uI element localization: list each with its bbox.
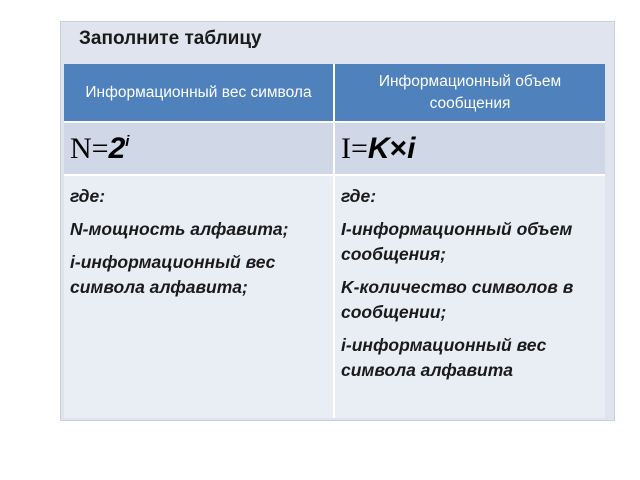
formula-left-exponent: i bbox=[125, 132, 130, 150]
right-desc-where: где: bbox=[341, 186, 377, 206]
description-symbol-weight bbox=[64, 175, 334, 418]
header-message-volume: Информационный объем сообщения bbox=[334, 64, 605, 122]
formula-right-op: × bbox=[389, 131, 408, 165]
formula-message-volume bbox=[334, 122, 605, 175]
left-desc-i: i-информационный вес символа алфавита; bbox=[70, 252, 276, 297]
formula-symbol-weight bbox=[64, 122, 334, 175]
left-desc-n: N-мощность алфавита; bbox=[70, 219, 289, 239]
header-symbol-weight: Информационный вес символа bbox=[64, 64, 334, 122]
left-desc-where: где: bbox=[70, 186, 106, 206]
info-table bbox=[64, 64, 605, 418]
formula-right-k: K bbox=[367, 131, 390, 165]
slide-title: Заполните таблицу bbox=[79, 28, 262, 49]
formula-right-lhs: I= bbox=[341, 131, 368, 165]
description-message-volume bbox=[334, 175, 605, 418]
right-desc-i-weight: i-информационный вес символа алфавита bbox=[341, 335, 547, 380]
formula-left-base: 2 bbox=[108, 131, 126, 165]
formula-row bbox=[64, 122, 605, 175]
header-row bbox=[64, 64, 605, 122]
formula-right-i: i bbox=[407, 131, 416, 165]
right-desc-k: K-количество символов в сообщении; bbox=[341, 277, 574, 322]
description-row bbox=[64, 175, 605, 418]
right-desc-i-volume: I-информационный объем сообщения; bbox=[341, 219, 573, 264]
formula-left-lhs: N= bbox=[70, 131, 109, 165]
